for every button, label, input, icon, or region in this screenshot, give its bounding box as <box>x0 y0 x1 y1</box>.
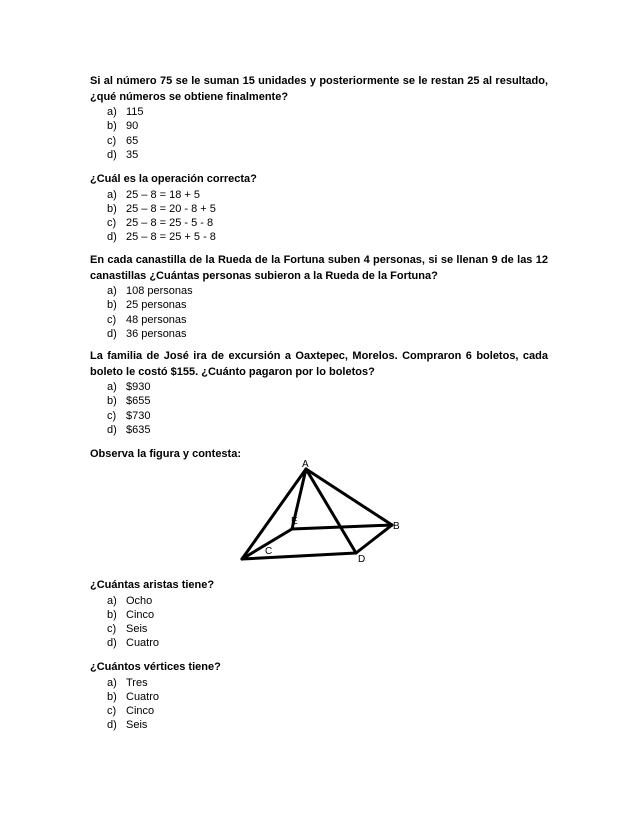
option-b[interactable]: b) 90 <box>107 120 139 133</box>
question-stem: Observa la figura y contesta: <box>90 448 241 460</box>
option-d[interactable]: d) 36 personas <box>107 327 187 340</box>
question-stem: La familia de José ira de excursión a Oaxtepec, Morelos. Compraron 6 boletos, cada boleto le costó $155. ¿Cuánto pagaron por lo boletos? <box>90 350 548 378</box>
option-c[interactable]: c) $730 <box>107 409 151 422</box>
option-b[interactable]: b) 25 personas <box>107 299 187 312</box>
question-stem: ¿Cuál es la operación correcta? <box>90 173 257 185</box>
question-6 <box>90 660 548 733</box>
question-stem: En cada canastilla de la Rueda de la Fortuna suben 4 personas, si se llenan 9 de las 12 canastillas ¿Cuántas personas subieron a la Rueda de la Fortuna? <box>90 254 548 282</box>
option-b[interactable]: b) 25 – 8 = 20 - 8 + 5 <box>107 202 216 215</box>
question-1 <box>90 74 548 162</box>
vertex-label-e: E <box>291 516 298 527</box>
options-list <box>90 380 548 437</box>
edge-a-d <box>306 469 356 553</box>
option-c[interactable]: c) 25 – 8 = 25 - 5 - 8 <box>107 217 214 230</box>
option-a[interactable]: a) 115 <box>107 106 144 118</box>
option-d[interactable]: d) Cuatro <box>107 637 160 650</box>
edge-e-b <box>292 525 392 529</box>
question-stem: ¿Cuántos vértices tiene? <box>90 661 221 673</box>
vertex-label-b: B <box>393 521 400 532</box>
option-d[interactable]: d) $635 <box>107 423 151 436</box>
edge-d-b <box>356 525 392 553</box>
edge-c-d <box>242 553 356 559</box>
option-b[interactable]: b) $655 <box>107 395 151 408</box>
options-list <box>90 284 548 341</box>
option-c[interactable]: c) Cinco <box>107 705 155 718</box>
option-d[interactable]: d) Seis <box>107 719 148 732</box>
option-b[interactable]: b) Cinco <box>107 608 155 621</box>
vertex-label-d: D <box>358 554 366 565</box>
vertex-label-a: A <box>302 459 309 470</box>
vertex-label-c: C <box>265 546 273 557</box>
option-c[interactable]: c) Seis <box>107 623 148 636</box>
question-2 <box>90 172 548 245</box>
option-c[interactable]: c) 65 <box>107 134 139 147</box>
options-list <box>90 188 548 245</box>
question-stem: ¿Cuántas aristas tiene? <box>90 579 215 591</box>
option-a[interactable]: a) Tres <box>107 676 148 689</box>
option-c[interactable]: c) 48 personas <box>107 313 187 326</box>
question-stem: Si al número 75 se le suman 15 unidades y posteriormente se le restan 25 al resultado, ¿qué números se obtiene finalmente? <box>90 75 548 103</box>
option-a[interactable]: a) 108 personas <box>107 285 193 297</box>
pyramid-figure <box>238 458 404 566</box>
options-list <box>90 105 548 162</box>
option-b[interactable]: b) Cuatro <box>107 690 160 703</box>
options-list <box>90 676 548 733</box>
options-list <box>90 594 548 651</box>
question-3 <box>90 253 548 341</box>
question-5 <box>90 578 548 651</box>
question-4 <box>90 349 548 437</box>
option-a[interactable]: a) 25 – 8 = 18 + 5 <box>107 188 201 201</box>
option-d[interactable]: d) 25 – 8 = 25 + 5 - 8 <box>107 231 216 244</box>
option-d[interactable]: d) 35 <box>107 148 139 161</box>
option-a[interactable]: a) $930 <box>107 381 151 393</box>
edge-a-b <box>306 469 392 525</box>
option-a[interactable]: a) Ocho <box>107 594 153 607</box>
